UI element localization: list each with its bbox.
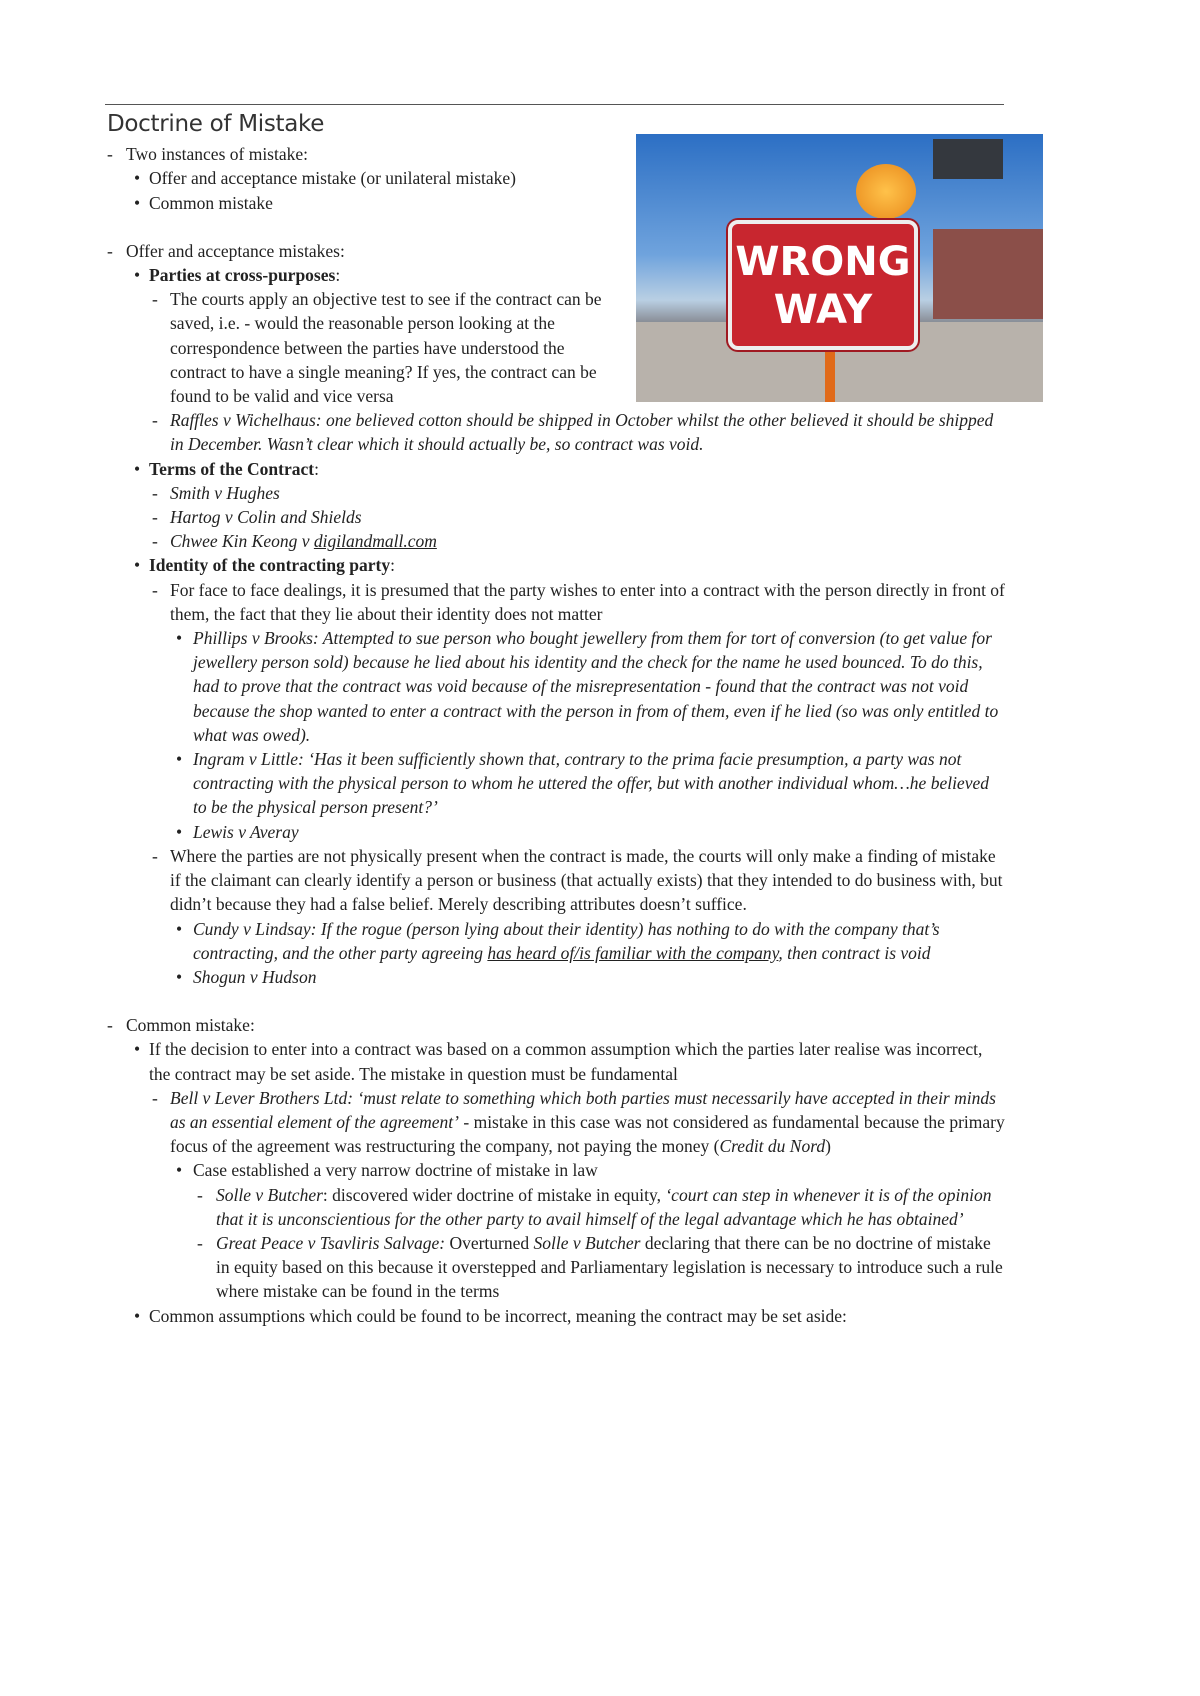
dash-marker: -	[197, 1184, 203, 1205]
item-text: Case established a very narrow doctrine of mistake in law	[193, 1160, 598, 1181]
list-item	[105, 1231, 1005, 1304]
item-text: Cundy v Lindsay: If the rogue (person lying about their identity) has nothing to do with the company that’s contracting, and the other party agreeing	[193, 918, 940, 963]
dash-marker: -	[152, 531, 158, 552]
item-text: Lewis v Averay	[193, 821, 299, 842]
list-item	[105, 1013, 1005, 1037]
list-item	[105, 263, 1005, 287]
dash-marker: -	[197, 1232, 203, 1253]
bullet-icon: •	[134, 192, 141, 213]
header-divider	[105, 104, 1004, 105]
item-text: Common mistake	[149, 192, 273, 213]
item-text: Shogun v Hudson	[193, 966, 317, 987]
list-item	[105, 1183, 1005, 1231]
dash-marker: -	[107, 144, 113, 165]
underlined-text: digilandmall.com	[313, 531, 437, 552]
bullet-icon: •	[176, 966, 183, 987]
item-text: :	[335, 265, 341, 286]
item-text: Credit du Nord	[719, 1136, 826, 1157]
dash-marker: -	[152, 289, 158, 310]
list-item	[105, 844, 1005, 917]
list-item	[105, 239, 1005, 263]
dash-marker: -	[152, 845, 158, 866]
spacer	[105, 989, 1005, 1013]
sign-text: WRONG	[735, 239, 911, 286]
item-text: Offer and acceptance mistake (or unilateral mistake)	[149, 168, 516, 189]
dash-marker: -	[107, 240, 113, 261]
item-text: )	[825, 1136, 831, 1157]
list-item	[105, 505, 1005, 529]
bullet-icon: •	[134, 458, 141, 479]
item-text: Chwee Kin Keong v	[170, 531, 314, 552]
list-item	[105, 965, 1005, 989]
list-item	[105, 820, 1005, 844]
dash-marker: -	[152, 1087, 158, 1108]
item-text: Solle v Butcher	[216, 1184, 323, 1205]
list-item	[105, 1158, 1005, 1182]
list-item	[105, 191, 1005, 215]
list-item	[105, 917, 1005, 965]
item-text: ‘court can step in whenever it is of the opinion that it is unconscientious for the other party to avail himself of the legal advantage which he has obtained’	[216, 1184, 992, 1229]
sign-text: WAY	[773, 287, 873, 334]
notes-list	[105, 142, 1005, 1328]
list-item	[105, 481, 1005, 505]
list-item	[105, 408, 1005, 456]
item-text: Phillips v Brooks: Attempted to sue person who bought jewellery from them for tort of conversion (to get value for jewellery person sold) because he lied about his identity and the check for the name he used bounced. To do this, had to prove that the contract was void because of the misrepresentation - found that the contract was not void because the shop wanted to enter a contract with the person in from of them, even if he lied (so was only entitled to what was owed).	[193, 628, 999, 745]
list-item	[105, 1304, 1005, 1328]
list-item	[105, 747, 1005, 820]
dash-marker: -	[152, 482, 158, 503]
item-text: The courts apply an objective test to see if the contract can be saved, i.e. - would the reasonable person looking at the correspondence between the parties have understood the contract to have a single meaning? If yes, the contract can be found to be valid and vice versa	[170, 289, 602, 407]
bullet-icon: •	[176, 749, 183, 770]
item-text: Parties at cross-purposes	[149, 265, 336, 286]
item-text: Great Peace v Tsavliris Salvage:	[216, 1232, 446, 1253]
item-text: Common assumptions which could be found to be incorrect, meaning the contract may be set aside:	[149, 1305, 847, 1326]
dash-marker: -	[107, 1015, 113, 1036]
item-text: Overturned	[445, 1232, 534, 1253]
item-text: - mistake in this case was not considered as fundamental because the primary focus of the agreement was restructuring the company, not paying the money (	[170, 1111, 1005, 1157]
bullet-icon: •	[134, 555, 141, 576]
item-text: , then contract is void	[778, 942, 931, 963]
item-text: Terms of the Contract	[149, 458, 315, 479]
bullet-icon: •	[134, 1039, 141, 1060]
bullet-icon: •	[134, 168, 141, 189]
list-item	[105, 287, 1005, 408]
item-text: Offer and acceptance mistakes:	[126, 240, 345, 261]
list-item	[105, 553, 1005, 577]
item-text: If the decision to enter into a contract was based on a common assumption which the parties later realise was incorrect, the contract may be set aside. The mistake in question must be fundamental	[149, 1039, 983, 1084]
item-text: Ingram v Little: ‘Has it been sufficiently shown that, contrary to the prima facie presumption, a party was not contracting with the physical person to whom he uttered the offer, but with another individual whom…he believed to be the physical person present?’	[193, 749, 989, 818]
item-text: Raffles v Wichelhaus: one believed cotton should be shipped in October whilst the other believed it should be shipped in December. Wasn’t clear which it should actually be, so contract was void.	[170, 410, 994, 455]
item-text: Common mistake:	[126, 1015, 255, 1036]
bullet-icon: •	[176, 918, 183, 939]
item-text: Smith v Hughes	[170, 482, 280, 503]
page-title: Doctrine of Mistake	[107, 111, 325, 137]
item-text: : discovered wider doctrine of mistake in equity,	[322, 1184, 666, 1205]
item-text: Bell v Lever Brothers Ltd: ‘must relate to something which both parties must necessarily have accepted in their minds as an essential element of the agreement’	[170, 1087, 996, 1132]
list-item	[105, 529, 1005, 553]
item-text: Two instances of mistake:	[126, 144, 308, 165]
dash-marker: -	[152, 507, 158, 528]
item-text: Solle v Butcher	[533, 1232, 641, 1253]
item-text: :	[314, 458, 319, 479]
dash-marker: -	[152, 410, 158, 431]
bullet-icon: •	[176, 1160, 183, 1181]
item-text: :	[390, 555, 395, 576]
item-text: For face to face dealings, it is presumed that the party wishes to enter into a contract with the person directly in front of them, the fact that they lie about their identity does not matter	[170, 579, 1005, 624]
underlined-text: has heard of/is familiar with the company	[487, 942, 779, 963]
list-item	[105, 1037, 1005, 1085]
list-item	[105, 578, 1005, 626]
item-text: Hartog v Colin and Shields	[170, 507, 362, 528]
bullet-icon: •	[176, 628, 183, 649]
list-item	[105, 457, 1005, 481]
item-text: Identity of the contracting party	[149, 555, 391, 576]
bullet-icon: •	[134, 1305, 141, 1326]
list-item	[105, 166, 1005, 190]
bullet-icon: •	[176, 821, 183, 842]
list-item	[105, 1086, 1005, 1159]
list-item	[105, 142, 1005, 166]
item-text: declaring that there can be no doctrine of mistake in equity based on this because it overstepped and Parliamentary legislation is necessary to introduce such a rule where mistake can be found in the terms	[216, 1232, 1003, 1302]
list-item	[105, 626, 1005, 747]
document-body	[105, 112, 1005, 1328]
dash-marker: -	[152, 579, 158, 600]
item-text: Where the parties are not physically present when the contract is made, the courts will only make a finding of mistake if the claimant can clearly identify a person or business (that actually exists) that they intended to do business with, but didn’t because they had a false belief. Merely describing attributes doesn’t suffice.	[170, 845, 1003, 915]
bullet-icon: •	[134, 265, 141, 286]
